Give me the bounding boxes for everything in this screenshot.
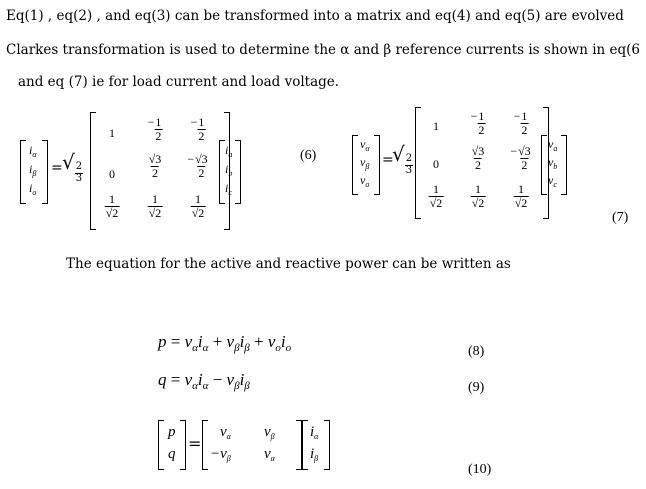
eq7-number: (7): [612, 210, 629, 225]
eq6-number: (6): [300, 148, 317, 163]
paragraph-line-2: Clarkes transformation is used to determine the α and β reference currents is shown in eq(6: [6, 42, 640, 58]
eq8-number: (8): [468, 344, 485, 359]
equation-8: $p = v_\alpha i_\alpha + v_\beta i_\beta + v_oi_o$: [158, 332, 292, 354]
paragraph-line-1: Eq(1) , eq(2) , and eq(3) can be transformed into a matrix and eq(4) and eq(5) are evolved: [6, 8, 624, 24]
pq-vector: p q: [158, 420, 186, 470]
voltage-matrix: $v_\alpha$ $v_\beta$ $-v_\beta$ $v_\alpha$: [202, 420, 302, 470]
scale-factor: √ $\frac{2}{3}$: [62, 150, 83, 184]
current-alpha-beta-column: $i_\alpha$ $i_\beta$: [302, 420, 330, 470]
eq9-number: (9): [468, 380, 485, 395]
paragraph-line-4: The equation for the active and reactive power can be written as: [66, 256, 511, 272]
eq10-number: (10): [468, 462, 492, 477]
current-alpha-beta-vector: $i_\alpha$ $i_\beta$ $i_o$: [20, 140, 48, 204]
equation-9: $q = v_\alpha i_\alpha - v_\beta i_\beta$: [158, 370, 250, 392]
current-abc-vector: $i_a$ $i_b$ $i_c$: [219, 140, 241, 204]
clarke-matrix-v: 1 − $\frac{1}{2}$ − $\frac{1}{2}$ 0 $\frac{√3}{2}$ − $\frac{√3}{2}$ $\frac{1}{√2}$ $\frac{1}{√2}$ $\frac{1}{√2}$: [415, 107, 549, 219]
voltage-abc-vector: $v_a$ $v_b$ $v_c$: [541, 135, 567, 195]
paragraph-line-3: and eq (7) ie for load current and load voltage.: [18, 74, 340, 90]
scale-factor-v: √ $\frac{2}{3}$: [392, 142, 413, 176]
clarke-matrix: 1 − $\frac{1}{2}$ − $\frac{1}{2}$ 0 $\frac{√3}{2}$ − $\frac{√3}{2}$ $\frac{1}{√2}$ $\frac{1}{√2}$ $\frac{1}{√2}$: [90, 112, 230, 230]
voltage-alpha-beta-vector: $v_\alpha$ $v_\beta$ $v_o$: [352, 135, 380, 195]
